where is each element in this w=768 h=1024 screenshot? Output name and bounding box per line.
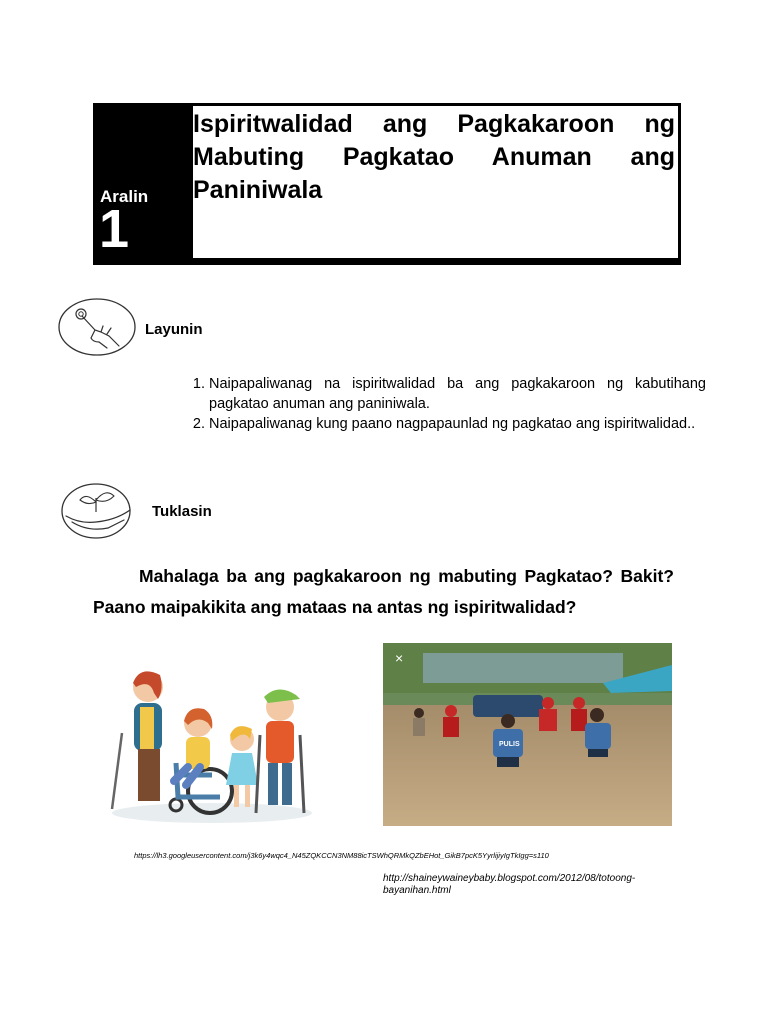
right-image-source: http://shaineywaineybaby.blogspot.com/2012/08/totoong-bayanihan.html [383, 873, 636, 896]
family-illustration [100, 663, 325, 828]
hand-touch-icon [57, 296, 137, 358]
close-icon[interactable]: × [395, 650, 404, 666]
objective-item: 1. Naipapaliwanag na ispiritwalidad ba ang pagkakaroon ng kabutihang pagkatao anuman ang paniniwala. [209, 374, 706, 414]
lesson-label: Aralin [100, 187, 149, 206]
guide-question: Mahalaga ba ang pagkakaroon ng mabuting Pagkatao? Bakit? Paano maipakikita ang mataas na antas ng ispiritwalidad? [93, 566, 674, 617]
objectives-list [177, 374, 706, 434]
left-image-source: https://lh3.googleusercontent.com/j3k6y4wqc4_N45ZQKCCN3NM88icTSWhQRMkQZbEHot_GikB7pcK5YyrlijiyIgTkIgg=s110 [134, 851, 549, 860]
vest-text: PULIS [499, 741, 520, 748]
objective-item: 2. Naipapaliwanag kung paano nagpapaunlad ng pagkatao ang ispiritwalidad.. [209, 414, 706, 434]
lesson-number: 1 [99, 199, 130, 259]
section-label-tuklasin: Tuklasin [152, 503, 212, 520]
title-underline [193, 258, 681, 263]
hand-plant-icon [58, 480, 138, 542]
section-label-layunin: Layunin [145, 321, 203, 338]
lesson-title: Ispiritwalidad ang Pagkakaroon ng Mabuting Pagkatao Anuman ang Paniniwala [193, 110, 675, 204]
flood-rescue-photo [383, 643, 672, 826]
lesson-number-panel [93, 103, 193, 265]
